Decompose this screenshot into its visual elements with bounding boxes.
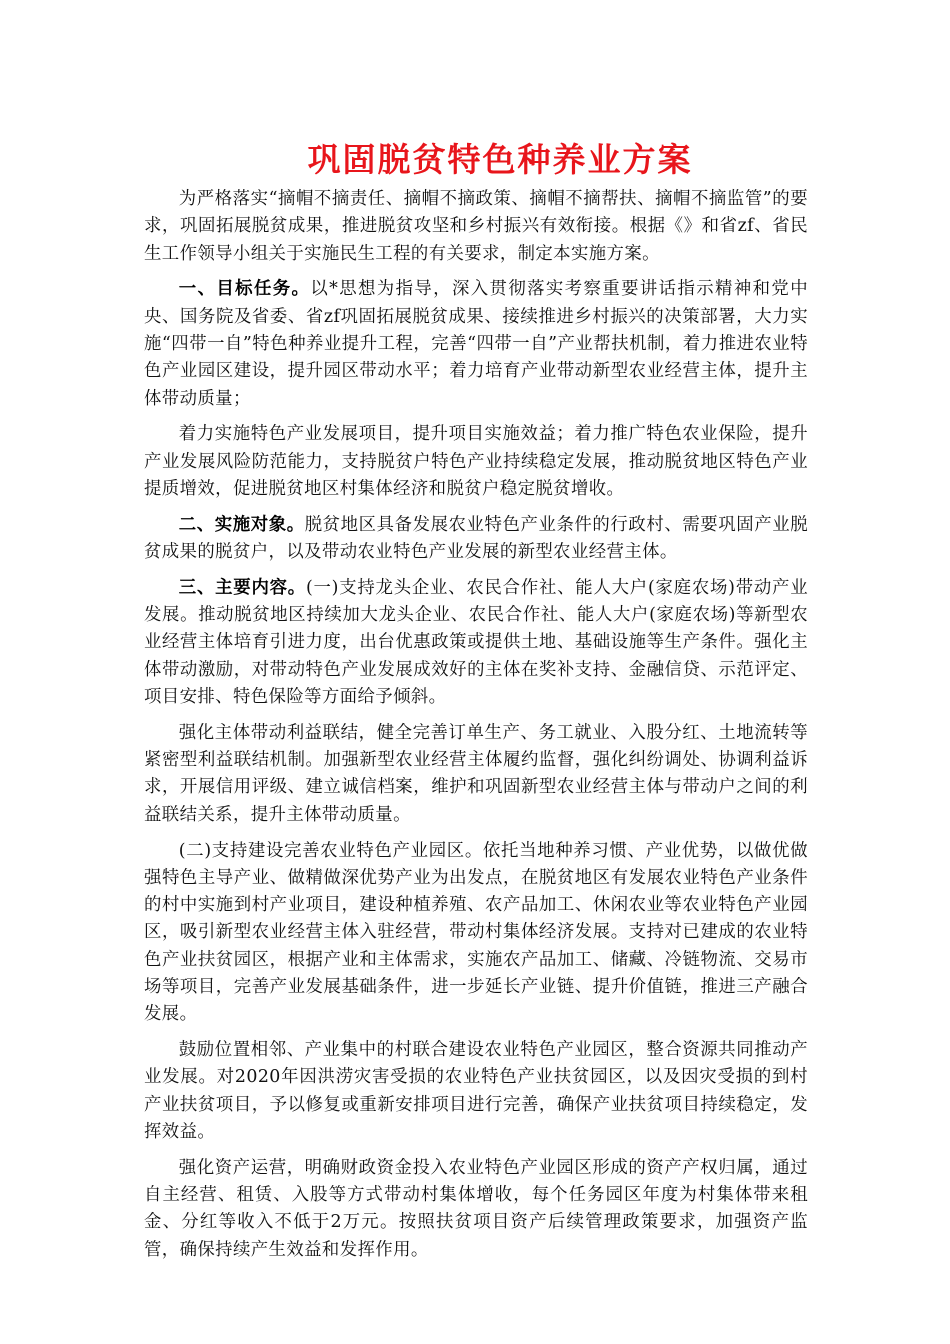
paragraph-target-tasks — [144, 276, 808, 412]
paragraph-intro — [144, 186, 808, 268]
paragraph-benefit-linkage — [144, 720, 808, 829]
paragraph-industrial-parks — [144, 838, 808, 1029]
paragraph-joint-construction — [144, 1037, 808, 1146]
document-title: 巩固脱贫特色种养业方案 — [307, 140, 693, 179]
paragraph-main-content — [144, 575, 808, 711]
paragraph-text: 强化主体带动利益联结，健全完善订单生产、务工就业、入股分红、土地流转等紧密型利益联结机制。加强新型农业经营主体履约监督，强化纠纷调处、协调利益诉求，开展信用评级、建立诚信档案，维护和巩固新型农业经营主体与带动户之间的利益联结关系，提升主体带动质量。 — [144, 722, 808, 825]
section-heading-implementation-targets: 二、实施对象。 — [178, 514, 305, 535]
paragraph-asset-operation — [144, 1155, 808, 1264]
paragraph-text: 鼓励位置相邻、产业集中的村联合建设农业特色产业园区，整合资源共同推动产业发展。对2020年因洪涝灾害受损的农业特色产业扶贫园区，以及因灾受损的到村产业扶贫项目，予以修复或重新安排项目进行完善，确保产业扶贫项目持续稳定，发挥效益。 — [144, 1040, 808, 1142]
paragraph-implementation-targets — [144, 512, 808, 567]
paragraph-text: 以*思想为指导，深入贯彻落实考察重要讲话指示精神和党中央、国务院及省委、省zf巩固拓展脱贫成果、接续推进乡村振兴的决策部署，大力实施“四带一自”特色种养业提升工程，完善“四带一自”产业帮扶机制，着力推进农业特色产业园区建设，提升园区带动水平；着力培育产业带动新型农业经营主体，提升主体带动质量； — [144, 279, 808, 409]
paragraph-text: 脱贫地区具备发展农业特色产业条件的行政村、需要巩固产业脱贫成果的脱贫户，以及带动农业特色产业发展的新型农业经营主体。 — [144, 514, 809, 563]
section-heading-main-content: 三、主要内容。 — [178, 577, 306, 598]
paragraph-text: 强化资产运营，明确财政资金投入农业特色产业园区形成的资产产权归属，通过自主经营、租赁、入股等方式带动村集体增收，每个任务园区年度为村集体带来租金、分红等收入不低于2万元。按照扶贫项目资产后续管理政策要求，加强资产监管，确保持续产生效益和发挥作用。 — [144, 1157, 808, 1260]
paragraph-text: (一)支持龙头企业、农民合作社、能人大户(家庭农场)带动产业发展。推动脱贫地区持续加大龙头企业、农民合作社、能人大户(家庭农场)等新型农业经营主体培育引进力度，出台优惠政策或提供土地、基础设施等生产条件。强化主体带动激励，对带动特色产业发展成效好的主体在奖补支持、金融信贷、示范评定、项目安排、特色保险等方面给予倾斜。 — [144, 577, 808, 708]
paragraph-text: 为严格落实“摘帽不摘责任、摘帽不摘政策、摘帽不摘帮扶、摘帽不摘监管”的要求，巩固拓展脱贫成果，推进脱贫攻坚和乡村振兴有效衔接。根据《》和省zf、省民生工作领导小组关于实施民生工程的有关要求，制定本实施方案。 — [144, 189, 808, 264]
paragraph-text: (二)支持建设完善农业特色产业园区。依托当地种养习惯、产业优势，以做优做强特色主导产业、做精做深优势产业为出发点，在脱贫地区有发展农业特色产业条件的村中实施到村产业项目，建设种植养殖、农产品加工、休闲农业等农业特色产业园区，吸引新型农业经营主体入驻经营，带动村集体经济发展。支持对已建成的农业特色产业扶贫园区，根据产业和主体需求，实施农产品加工、储藏、冷链物流、交易市场等项目，完善产业发展基础条件，进一步延长产业链、提升价值链，推进三产融合发展。 — [144, 840, 808, 1025]
paragraph-target-tasks-continued — [144, 421, 808, 503]
document-body — [144, 186, 808, 1272]
section-heading-target-tasks: 一、目标任务。 — [178, 279, 311, 300]
paragraph-text: 着力实施特色产业发展项目，提升项目实施效益；着力推广特色农业保险，提升产业发展风险防范能力，支持脱贫户特色产业持续稳定发展，推动脱贫地区特色产业提质增效，促进脱贫地区村集体经济和脱贫户稳定脱贫增收。 — [144, 424, 808, 499]
